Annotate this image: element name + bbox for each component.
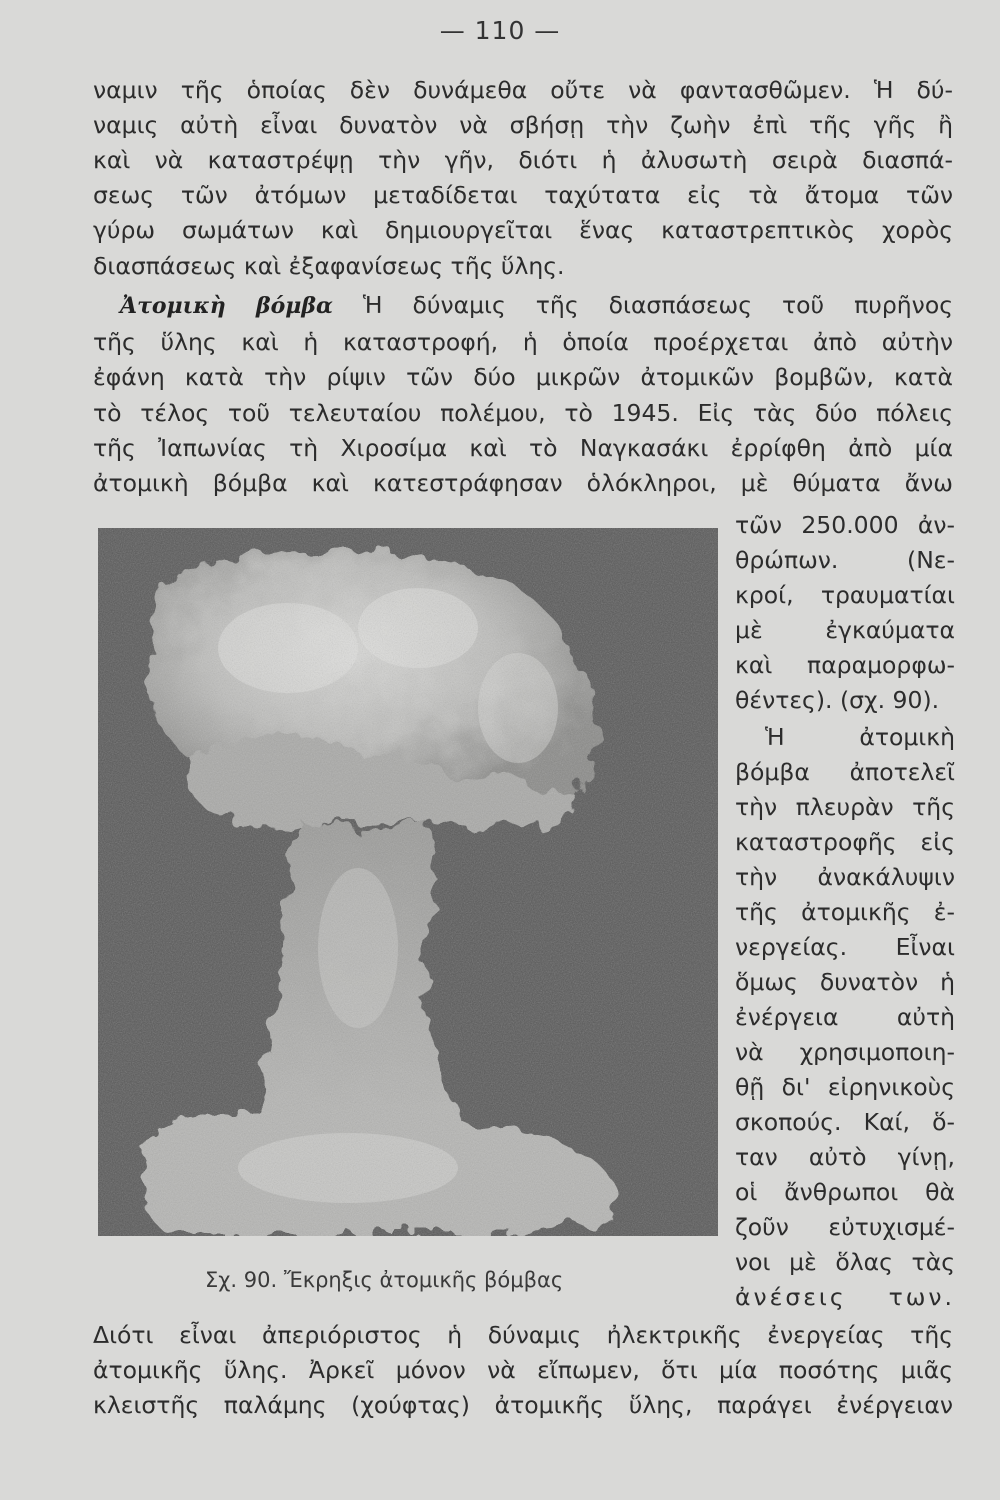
paragraph-line: ναμις αὐτὴ εἶναι δυνατὸν νὰ σβήσῃ τὴν ζωὴν ἐπὶ τῆς γῆς ἢ (93, 111, 953, 139)
side-column-line: οἱ ἄνθρωποι θὰ (735, 1178, 955, 1206)
side-column-line: τὴν ἀνακάλυψιν (735, 863, 955, 891)
paragraph-line: τὸ τέλος τοῦ τελευταίου πολέμου, τὸ 1945. Εἰς τὰς δύο πόλεις (93, 399, 953, 427)
paragraph-line: σεως τῶν ἀτόμων μεταδίδεται ταχύτατα εἰς τὰ ἄτομα τῶν (93, 181, 953, 209)
side-column-line: Ἡ ἀτομικὴ (765, 723, 955, 751)
paragraph-line: ἀτομικὴ βόμβα καὶ κατεστράφησαν ὁλόκληροι, μὲ θύματα ἄνω (93, 469, 953, 497)
paragraph-line: ἐφάνη κατὰ τὴν ρίψιν τῶν δύο μικρῶν ἀτομικῶν βομβῶν, κατὰ (93, 363, 953, 391)
section-first-line (120, 290, 953, 320)
side-column-line: ζοῦν εὐτυχισμέ- (735, 1213, 955, 1241)
side-column-line: ταν αὐτὸ γίνῃ, (735, 1143, 955, 1171)
side-column-line: σκοπούς. Καί, ὅ- (735, 1108, 955, 1136)
section-heading: Ἀτομικὴ βόμβα (120, 293, 333, 319)
atomic-explosion-photo (98, 528, 718, 1236)
side-column-line: βόμβα ἀποτελεῖ (735, 758, 955, 786)
figure-caption: Σχ. 90. Ἔκρηξις ἀτομικῆς βόμβας (205, 1268, 564, 1292)
paragraph-line: γύρω σωμάτων καὶ δημιουργεῖται ἕνας καταστρεπτικὸς χορὸς (93, 216, 953, 244)
side-column-line: νοι μὲ ὅλας τὰς (735, 1248, 955, 1276)
mushroom-cloud-image (98, 528, 718, 1236)
side-column-line: θέντες). (σχ. 90). (735, 686, 940, 714)
paragraph-line: ναμιν τῆς ὁποίας δὲν δυνάμεθα οὔτε νὰ φαντασθῶμεν. Ἡ δύ- (93, 76, 953, 104)
side-column-line: θρώπων. (Νε- (735, 546, 955, 574)
side-column-line: κροί, τραυματίαι (735, 581, 955, 609)
paragraph-line: Διότι εἶναι ἀπεριόριστος ἡ δύναμις ἠλεκτρικῆς ἐνεργείας τῆς (93, 1321, 953, 1349)
side-column-line: μὲ ἐγκαύματα (735, 616, 955, 644)
side-column-line: θῇ δι' εἰρηνικοὺς (735, 1073, 955, 1101)
side-column-line: τὴν πλευρὰν τῆς (735, 793, 955, 821)
page-number: — 110 — (439, 16, 561, 45)
side-column-line: νεργείας. Εἶναι (735, 933, 955, 961)
paragraph-line: διασπάσεως καὶ ἐξαφανίσεως τῆς ὕλης. (93, 252, 565, 280)
section-first-line-text: Ἡ δύναμις τῆς διασπάσεως τοῦ πυρῆνος (362, 291, 953, 319)
side-column-line: ἀνέσεις των. (735, 1283, 955, 1311)
paragraph-line: κλειστῆς παλάμης (χούφτας) ἀτομικῆς ὕλης, παράγει ἐνέργειαν (93, 1391, 953, 1419)
paragraph-line: τῆς ὕλης καὶ ἡ καταστροφή, ἡ ὁποία προέρχεται ἀπὸ αὐτὴν (93, 328, 953, 356)
paragraph-line: καὶ νὰ καταστρέψῃ τὴν γῆν, διότι ἡ ἀλυσωτὴ σειρὰ διασπά- (93, 146, 953, 174)
side-column-line: τῶν 250.000 ἀν- (735, 511, 955, 539)
paragraph-line: τῆς Ἰαπωνίας τὴ Χιροσίμα καὶ τὸ Ναγκασάκι ἐρρίφθη ἀπὸ μία (93, 434, 953, 462)
side-column-line: καὶ παραμορφω- (735, 651, 955, 679)
side-column-line: ὅμως δυνατὸν ἡ (735, 968, 955, 996)
side-column-line: τῆς ἀτομικῆς ἐ- (735, 898, 955, 926)
paragraph-line: ἀτομικῆς ὕλης. Ἀρκεῖ μόνον νὰ εἴπωμεν, ὅτι μία ποσότης μιᾶς (93, 1356, 953, 1384)
side-column-line: νὰ χρησιμοποιη- (735, 1038, 955, 1066)
side-column-line: καταστροφῆς εἰς (735, 828, 955, 856)
side-column-line: ἐνέργεια αὐτὴ (735, 1003, 955, 1031)
